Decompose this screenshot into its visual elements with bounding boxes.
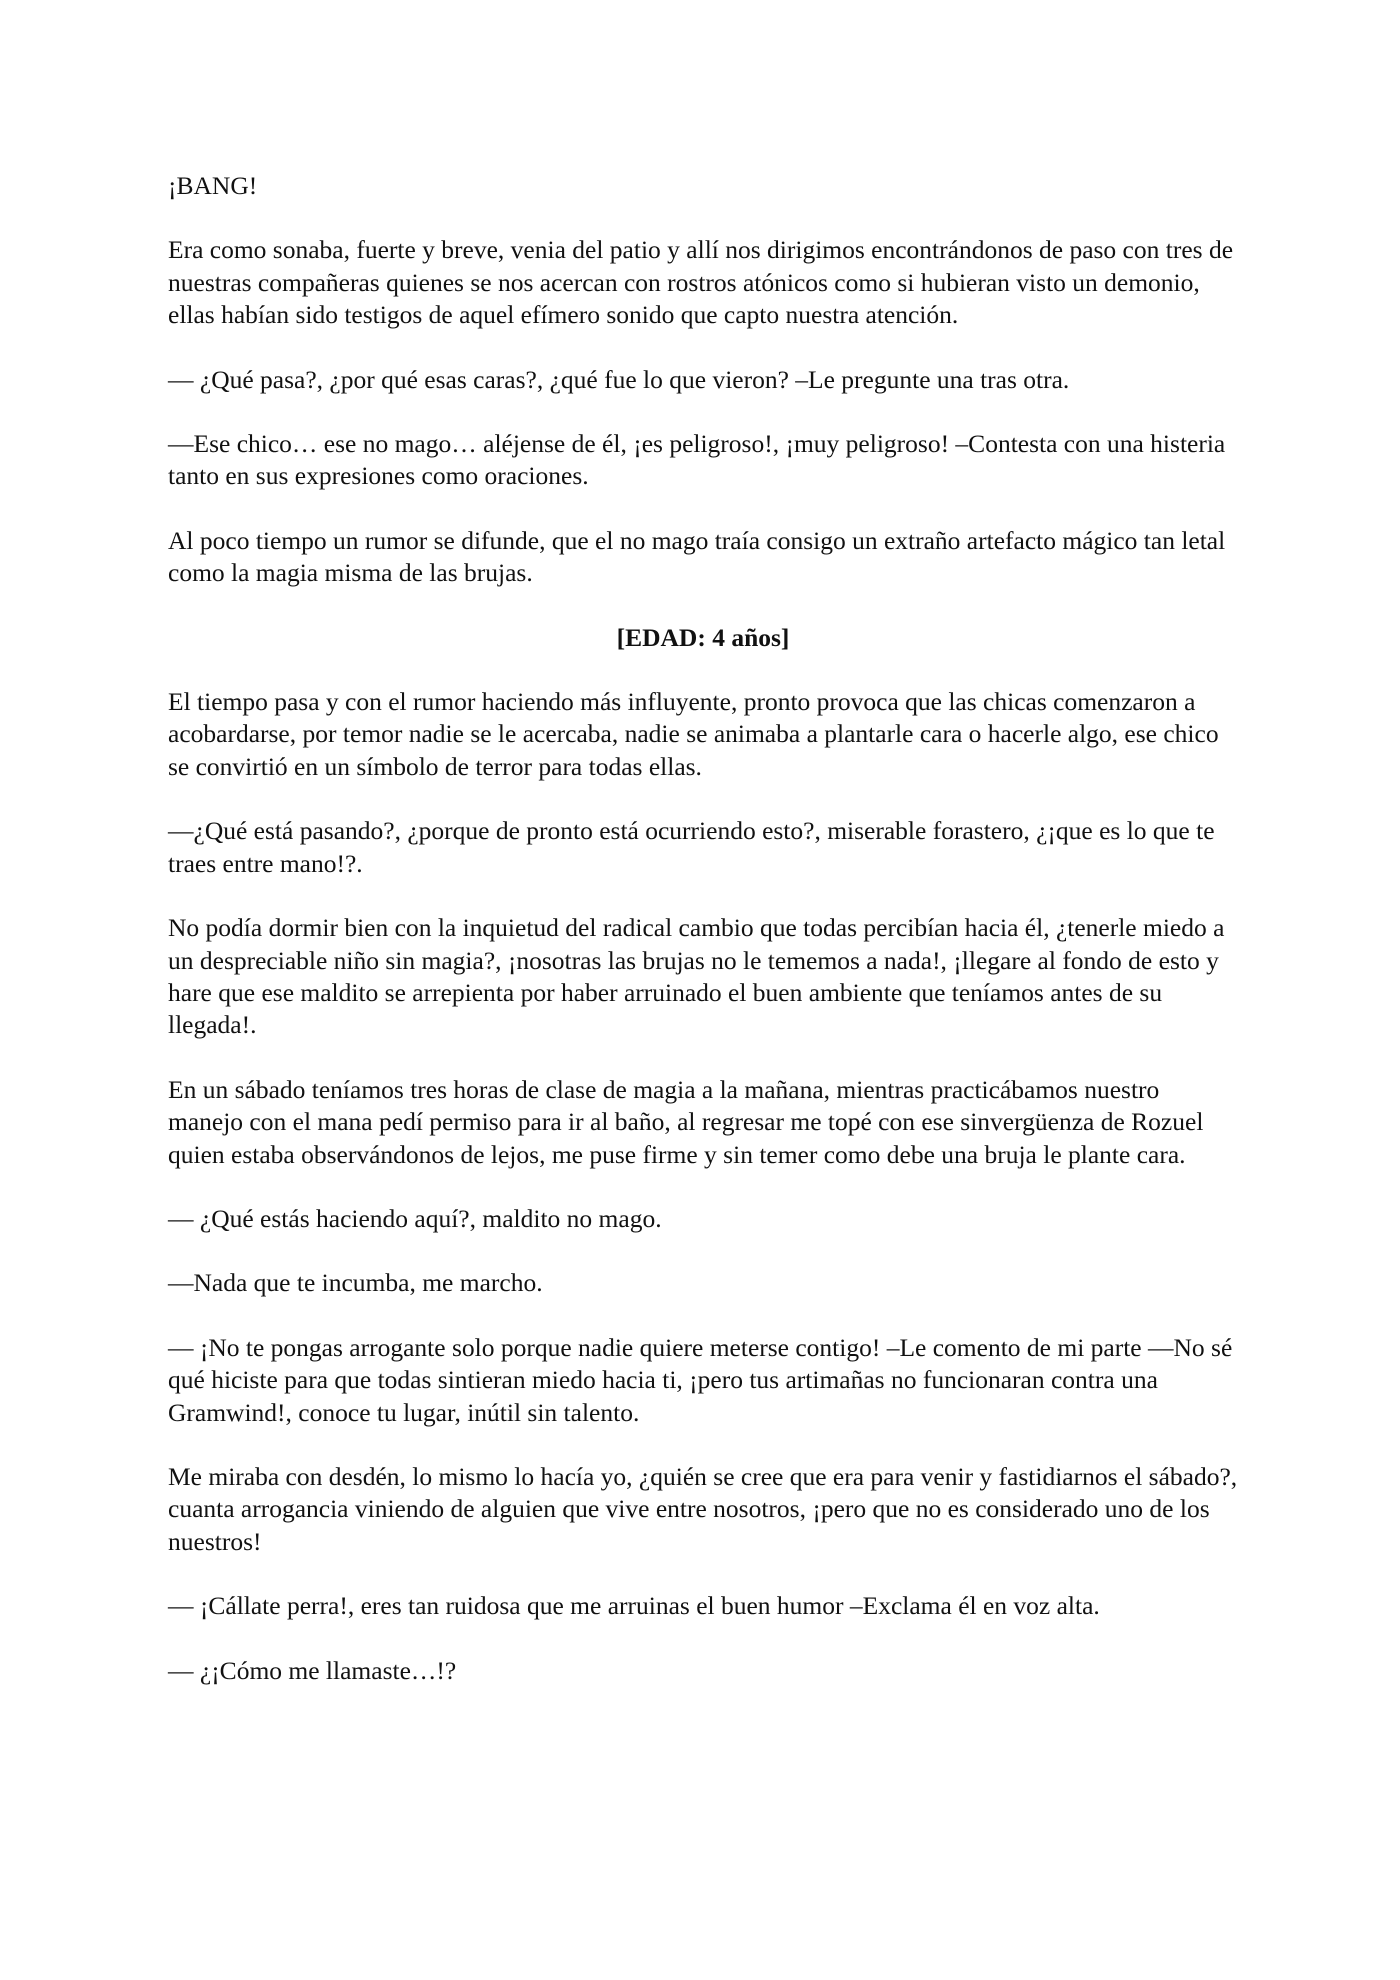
paragraph-dialogue: —Nada que te incumba, me marcho. bbox=[168, 1268, 543, 1298]
paragraph-dialogue: — ¿Qué pasa?, ¿por qué esas caras?, ¿qué fue lo que vieron? –Le pregunte una tras otra. bbox=[168, 364, 1070, 394]
paragraph-dialogue: — ¡Cállate perra!, eres tan ruidosa que me arruinas el buen humor –Exclama él en voz alta. bbox=[168, 1591, 1100, 1621]
paragraph-dialogue: —¿Qué está pasando?, ¿porque de pronto está ocurriendo esto?, miserable forastero, ¿¡que es lo que te traes entre mano!?. bbox=[168, 816, 1215, 878]
paragraph-narration: No podía dormir bien con la inquietud del radical cambio que todas percibían hacia él, ¿tenerle miedo a un despreciable niño sin magia?, ¡nosotras las brujas no le tememos a nada!, ¡llegare al fondo de esto y hare que ese maldito se arrepienta por haber arruinado el buen ambiente que teníamos antes de su llegada!. bbox=[168, 913, 1225, 1040]
section-heading: [EDAD: 4 años] bbox=[616, 622, 790, 652]
paragraph-dialogue: — ¡No te pongas arrogante solo porque nadie quiere meterse contigo! –Le comento de mi parte —No sé qué hiciste para que todas sintieran miedo hacia ti, ¡pero tus artimañas no funcionaran contra una Gramwind!, conoce tu lugar, inútil sin talento. bbox=[168, 1332, 1233, 1427]
paragraph-narration: Me miraba con desdén, lo mismo lo hacía yo, ¿quién se cree que era para venir y fastidiarnos el sábado?, cuanta arrogancia viniendo de alguien que vive entre nosotros, ¡pero que no es considerado uno de los nuestros! bbox=[168, 1461, 1238, 1556]
paragraph-dialogue: — ¿¡Cómo me llamaste…!? bbox=[168, 1655, 457, 1685]
paragraph-dialogue: — ¿Qué estás haciendo aquí?, maldito no mago. bbox=[168, 1203, 662, 1233]
paragraph-bang: ¡BANG! bbox=[168, 171, 258, 200]
paragraph-narration: Era como sonaba, fuerte y breve, venia del patio y allí nos dirigimos encontrándonos de paso con tres de nuestras compañeras quienes se nos acercan con rostros atónicos como si hubieran visto un demonio, ellas habían sido testigos de aquel efímero sonido que capto nuestra atención. bbox=[168, 235, 1234, 330]
paragraph-narration: El tiempo pasa y con el rumor haciendo más influyente, pronto provoca que las chicas comenzaron a acobardarse, por temor nadie se le acercaba, nadie se animaba a plantarle cara o hacerle algo, ese chico se convirtió en un símbolo de terror para todas ellas. bbox=[168, 687, 1219, 781]
paragraph-dialogue: —Ese chico… ese no mago… aléjense de él, ¡es peligroso!, ¡muy peligroso! –Contesta con una histeria tanto en sus expresiones como oraciones. bbox=[168, 429, 1226, 491]
paragraph-narration: Al poco tiempo un rumor se difunde, que el no mago traía consigo un extraño artefacto mágico tan letal como la magia misma de las brujas. bbox=[168, 525, 1226, 588]
document-page bbox=[168, 170, 1238, 1719]
paragraph-narration: En un sábado teníamos tres horas de clase de magia a la mañana, mientras practicábamos nuestro manejo con el mana pedí permiso para ir al baño, al regresar me topé con ese sinvergüenza de Rozuel quien estaba observándonos de lejos, me puse firme y sin temer como debe una bruja le plante cara. bbox=[168, 1074, 1204, 1169]
